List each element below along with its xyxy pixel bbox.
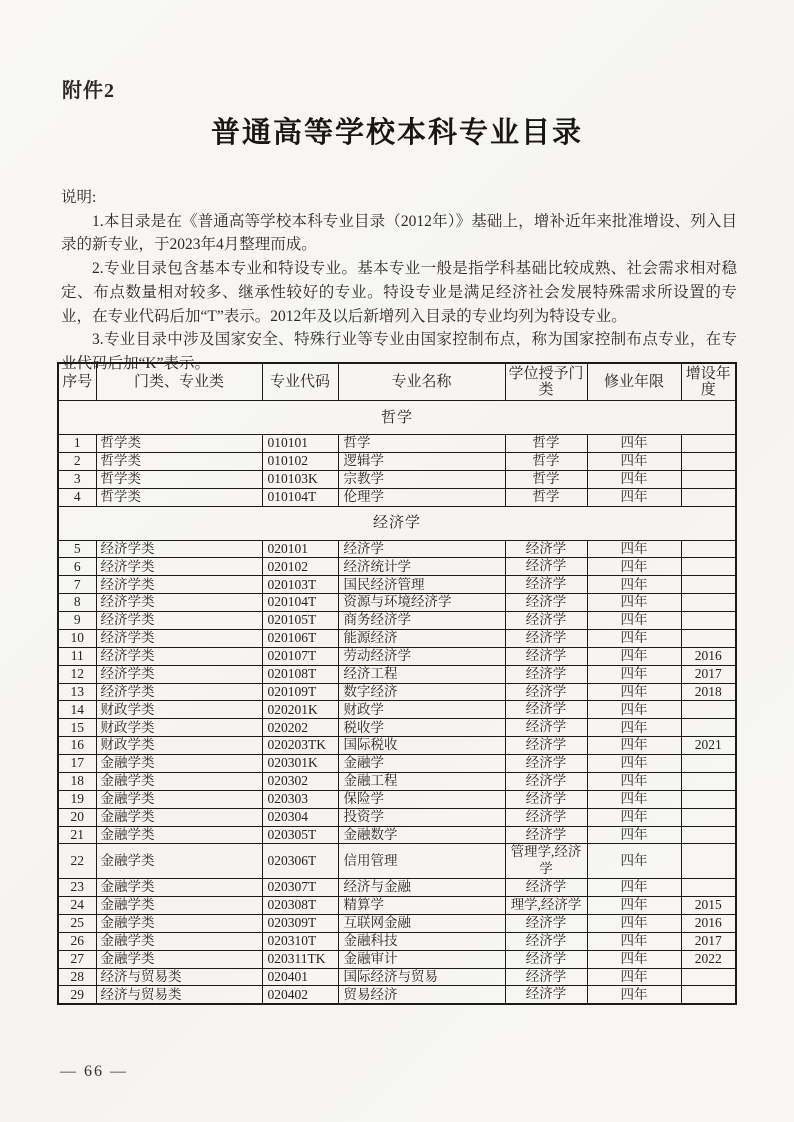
cell-code: 020302 (262, 772, 338, 790)
table-row (58, 755, 736, 773)
cell-duration: 四年 (587, 844, 681, 879)
cell-serial: 6 (58, 558, 96, 576)
cell-degree: 经济学 (505, 914, 587, 932)
cell-serial: 4 (58, 488, 96, 506)
cell-name: 经济统计学 (338, 558, 505, 576)
table-row (58, 435, 736, 453)
cell-code: 020202 (262, 719, 338, 737)
cell-name: 贸易经济 (338, 986, 505, 1004)
cell-serial: 19 (58, 790, 96, 808)
cell-code: 020304 (262, 808, 338, 826)
cell-duration: 四年 (587, 488, 681, 506)
cell-serial: 28 (58, 968, 96, 986)
cell-duration: 四年 (587, 701, 681, 719)
cell-code: 020203TK (262, 737, 338, 755)
cell-name: 国际税收 (338, 737, 505, 755)
cell-year: 2017 (681, 932, 736, 950)
cell-year (681, 452, 736, 470)
cell-category: 金融学类 (96, 879, 262, 897)
cell-duration: 四年 (587, 986, 681, 1004)
cell-category: 金融学类 (96, 932, 262, 950)
table-row (58, 488, 736, 506)
cell-category: 金融学类 (96, 950, 262, 968)
table-row (58, 844, 736, 879)
cell-category: 经济学类 (96, 594, 262, 612)
cell-duration: 四年 (587, 772, 681, 790)
column-header-year: 增设年度 (681, 363, 736, 401)
cell-serial: 13 (58, 683, 96, 701)
majors-table (57, 362, 737, 1005)
table-row (58, 629, 736, 647)
cell-serial: 8 (58, 594, 96, 612)
cell-serial: 14 (58, 701, 96, 719)
cell-code: 020109T (262, 683, 338, 701)
cell-name: 资源与环境经济学 (338, 594, 505, 612)
cell-name: 伦理学 (338, 488, 505, 506)
cell-degree: 哲学 (505, 470, 587, 488)
cell-degree: 经济学 (505, 755, 587, 773)
cell-year (681, 879, 736, 897)
cell-serial: 17 (58, 755, 96, 773)
cell-duration: 四年 (587, 879, 681, 897)
cell-year (681, 540, 736, 558)
cell-year: 2016 (681, 914, 736, 932)
table-row (58, 790, 736, 808)
cell-code: 020106T (262, 629, 338, 647)
cell-name: 互联网金融 (338, 914, 505, 932)
cell-code: 020303 (262, 790, 338, 808)
cell-category: 财政学类 (96, 701, 262, 719)
cell-name: 金融审计 (338, 950, 505, 968)
cell-degree: 经济学 (505, 986, 587, 1004)
cell-year (681, 755, 736, 773)
cell-code: 020308T (262, 897, 338, 915)
notes-heading: 说明: (61, 189, 97, 206)
cell-year (681, 488, 736, 506)
cell-degree: 经济学 (505, 826, 587, 844)
cell-code: 020401 (262, 968, 338, 986)
cell-name: 精算学 (338, 897, 505, 915)
section-title: 经济学 (58, 506, 736, 540)
table-row (58, 826, 736, 844)
cell-year (681, 808, 736, 826)
cell-name: 金融科技 (338, 932, 505, 950)
cell-serial: 21 (58, 826, 96, 844)
cell-serial: 3 (58, 470, 96, 488)
cell-year (681, 772, 736, 790)
cell-code: 020102 (262, 558, 338, 576)
table-row (58, 719, 736, 737)
cell-duration: 四年 (587, 914, 681, 932)
cell-category: 哲学类 (96, 452, 262, 470)
cell-serial: 18 (58, 772, 96, 790)
table-row (58, 808, 736, 826)
cell-degree: 经济学 (505, 968, 587, 986)
cell-serial: 9 (58, 612, 96, 630)
section-row (58, 506, 736, 540)
cell-code: 010102 (262, 452, 338, 470)
cell-serial: 15 (58, 719, 96, 737)
cell-degree: 经济学 (505, 808, 587, 826)
cell-year (681, 790, 736, 808)
cell-year (681, 558, 736, 576)
table-row (58, 772, 736, 790)
cell-degree: 经济学 (505, 540, 587, 558)
cell-category: 金融学类 (96, 897, 262, 915)
column-header-duration: 修业年限 (587, 363, 681, 401)
cell-degree: 理学,经济学 (505, 897, 587, 915)
cell-name: 哲学 (338, 435, 505, 453)
cell-serial: 10 (58, 629, 96, 647)
cell-duration: 四年 (587, 755, 681, 773)
cell-degree: 经济学 (505, 665, 587, 683)
cell-code: 020310T (262, 932, 338, 950)
cell-name: 金融数学 (338, 826, 505, 844)
cell-code: 020105T (262, 612, 338, 630)
cell-category: 财政学类 (96, 719, 262, 737)
cell-degree: 哲学 (505, 452, 587, 470)
section-title: 哲学 (58, 401, 736, 435)
cell-code: 020101 (262, 540, 338, 558)
cell-code: 020301K (262, 755, 338, 773)
cell-duration: 四年 (587, 968, 681, 986)
table-row (58, 950, 736, 968)
table-row (58, 665, 736, 683)
cell-code: 020201K (262, 701, 338, 719)
cell-category: 经济学类 (96, 647, 262, 665)
cell-year (681, 612, 736, 630)
cell-category: 经济学类 (96, 540, 262, 558)
table-row (58, 576, 736, 594)
notes-section (61, 186, 737, 376)
cell-category: 财政学类 (96, 737, 262, 755)
cell-name: 宗教学 (338, 470, 505, 488)
cell-year (681, 701, 736, 719)
table-header-row (58, 363, 736, 401)
cell-code: 020103T (262, 576, 338, 594)
cell-degree: 经济学 (505, 790, 587, 808)
note-item-1: 1.本目录是在《普通高等学校本科专业目录（2012年）》基础上，增补近年来批准增设、列入目录的新专业，于2023年4月整理而成。 (61, 212, 737, 254)
cell-serial: 5 (58, 540, 96, 558)
cell-code: 020306T (262, 844, 338, 879)
cell-category: 金融学类 (96, 808, 262, 826)
cell-serial: 16 (58, 737, 96, 755)
cell-name: 经济工程 (338, 665, 505, 683)
cell-code: 020104T (262, 594, 338, 612)
cell-degree: 经济学 (505, 612, 587, 630)
table-row (58, 452, 736, 470)
column-header-code: 专业代码 (262, 363, 338, 401)
cell-name: 投资学 (338, 808, 505, 826)
cell-category: 经济学类 (96, 629, 262, 647)
cell-serial: 12 (58, 665, 96, 683)
cell-name: 经济与金融 (338, 879, 505, 897)
cell-name: 能源经济 (338, 629, 505, 647)
cell-year (681, 826, 736, 844)
cell-duration: 四年 (587, 737, 681, 755)
cell-duration: 四年 (587, 540, 681, 558)
table-row (58, 968, 736, 986)
note-item-2: 2.专业目录包含基本专业和特设专业。基本专业一般是指学科基础比较成熟、社会需求相对稳定、布点数量相对较多、继承性较好的专业。特设专业是满足经济社会发展特殊需求所设置的专业，在专业代码后加“T”表示。2012年及以后新增列入目录的专业均列为特设专业。 (61, 260, 737, 325)
cell-duration: 四年 (587, 576, 681, 594)
cell-degree: 经济学 (505, 950, 587, 968)
cell-degree: 哲学 (505, 488, 587, 506)
cell-name: 国民经济管理 (338, 576, 505, 594)
table-row (58, 932, 736, 950)
cell-code: 020311TK (262, 950, 338, 968)
column-header-degree: 学位授予门类 (505, 363, 587, 401)
cell-degree: 经济学 (505, 701, 587, 719)
cell-degree: 经济学 (505, 737, 587, 755)
cell-degree: 经济学 (505, 576, 587, 594)
cell-year: 2017 (681, 665, 736, 683)
cell-name: 保险学 (338, 790, 505, 808)
cell-name: 逻辑学 (338, 452, 505, 470)
cell-category: 哲学类 (96, 435, 262, 453)
cell-year (681, 719, 736, 737)
page-title: 普通高等学校本科专业目录 (210, 117, 583, 149)
cell-duration: 四年 (587, 897, 681, 915)
cell-degree: 经济学 (505, 629, 587, 647)
table-row (58, 986, 736, 1004)
cell-year: 2018 (681, 683, 736, 701)
column-header-serial: 序号 (58, 363, 96, 401)
cell-degree: 经济学 (505, 647, 587, 665)
section-row (58, 401, 736, 435)
note-item-3: 3.专业目录中涉及国家安全、特殊行业等专业由国家控制布点，称为国家控制布点专业，在专业代码后加“K”表示。 (61, 331, 737, 372)
cell-duration: 四年 (587, 558, 681, 576)
table-row (58, 701, 736, 719)
cell-category: 经济学类 (96, 665, 262, 683)
cell-serial: 26 (58, 932, 96, 950)
cell-name: 金融学 (338, 755, 505, 773)
cell-code: 010101 (262, 435, 338, 453)
cell-serial: 24 (58, 897, 96, 915)
cell-serial: 11 (58, 647, 96, 665)
cell-code: 020309T (262, 914, 338, 932)
cell-duration: 四年 (587, 826, 681, 844)
table-row (58, 897, 736, 915)
cell-degree: 经济学 (505, 932, 587, 950)
cell-year: 2022 (681, 950, 736, 968)
cell-serial: 25 (58, 914, 96, 932)
cell-category: 金融学类 (96, 755, 262, 773)
cell-serial: 23 (58, 879, 96, 897)
cell-duration: 四年 (587, 612, 681, 630)
table-row (58, 612, 736, 630)
cell-year: 2015 (681, 897, 736, 915)
cell-category: 金融学类 (96, 914, 262, 932)
cell-duration: 四年 (587, 470, 681, 488)
cell-duration: 四年 (587, 932, 681, 950)
table-row (58, 470, 736, 488)
cell-year (681, 968, 736, 986)
cell-year: 2016 (681, 647, 736, 665)
cell-year (681, 629, 736, 647)
cell-duration: 四年 (587, 647, 681, 665)
cell-degree: 经济学 (505, 879, 587, 897)
cell-degree: 哲学 (505, 435, 587, 453)
cell-category: 经济学类 (96, 558, 262, 576)
cell-name: 税收学 (338, 719, 505, 737)
table-row (58, 540, 736, 558)
cell-degree: 经济学 (505, 719, 587, 737)
table-row (58, 558, 736, 576)
cell-category: 金融学类 (96, 844, 262, 879)
cell-category: 哲学类 (96, 470, 262, 488)
table-row (58, 914, 736, 932)
cell-category: 金融学类 (96, 790, 262, 808)
table-row (58, 879, 736, 897)
cell-degree: 经济学 (505, 594, 587, 612)
cell-serial: 22 (58, 844, 96, 879)
cell-year (681, 470, 736, 488)
cell-code: 020402 (262, 986, 338, 1004)
cell-degree: 经济学 (505, 558, 587, 576)
cell-name: 数字经济 (338, 683, 505, 701)
cell-year (681, 435, 736, 453)
cell-name: 劳动经济学 (338, 647, 505, 665)
cell-name: 经济学 (338, 540, 505, 558)
cell-degree: 经济学 (505, 683, 587, 701)
table-row (58, 683, 736, 701)
cell-code: 020108T (262, 665, 338, 683)
cell-category: 金融学类 (96, 772, 262, 790)
cell-code: 020107T (262, 647, 338, 665)
cell-category: 经济学类 (96, 612, 262, 630)
cell-duration: 四年 (587, 629, 681, 647)
cell-code: 010103K (262, 470, 338, 488)
cell-name: 信用管理 (338, 844, 505, 879)
table-row (58, 647, 736, 665)
cell-code: 020305T (262, 826, 338, 844)
cell-duration: 四年 (587, 790, 681, 808)
attachment-label: 附件2 (62, 80, 115, 102)
column-header-name: 专业名称 (338, 363, 505, 401)
cell-name: 商务经济学 (338, 612, 505, 630)
cell-category: 金融学类 (96, 826, 262, 844)
cell-name: 国际经济与贸易 (338, 968, 505, 986)
cell-category: 经济学类 (96, 683, 262, 701)
cell-category: 哲学类 (96, 488, 262, 506)
page-number: — 66 — (60, 1063, 128, 1080)
cell-serial: 27 (58, 950, 96, 968)
cell-code: 010104T (262, 488, 338, 506)
cell-degree: 经济学 (505, 772, 587, 790)
table-row (58, 594, 736, 612)
cell-serial: 7 (58, 576, 96, 594)
cell-year (681, 844, 736, 879)
cell-serial: 20 (58, 808, 96, 826)
column-header-category: 门类、专业类 (96, 363, 262, 401)
cell-year: 2021 (681, 737, 736, 755)
cell-category: 经济与贸易类 (96, 968, 262, 986)
cell-duration: 四年 (587, 719, 681, 737)
cell-name: 金融工程 (338, 772, 505, 790)
cell-code: 020307T (262, 879, 338, 897)
cell-duration: 四年 (587, 452, 681, 470)
cell-year (681, 594, 736, 612)
cell-duration: 四年 (587, 683, 681, 701)
cell-duration: 四年 (587, 950, 681, 968)
cell-category: 经济与贸易类 (96, 986, 262, 1004)
cell-serial: 1 (58, 435, 96, 453)
cell-serial: 2 (58, 452, 96, 470)
cell-duration: 四年 (587, 594, 681, 612)
cell-degree: 管理学,经济学 (505, 844, 587, 879)
cell-year (681, 986, 736, 1004)
cell-name: 财政学 (338, 701, 505, 719)
cell-serial: 29 (58, 986, 96, 1004)
cell-duration: 四年 (587, 665, 681, 683)
cell-year (681, 576, 736, 594)
cell-category: 经济学类 (96, 576, 262, 594)
cell-duration: 四年 (587, 435, 681, 453)
cell-duration: 四年 (587, 808, 681, 826)
table-row (58, 737, 736, 755)
